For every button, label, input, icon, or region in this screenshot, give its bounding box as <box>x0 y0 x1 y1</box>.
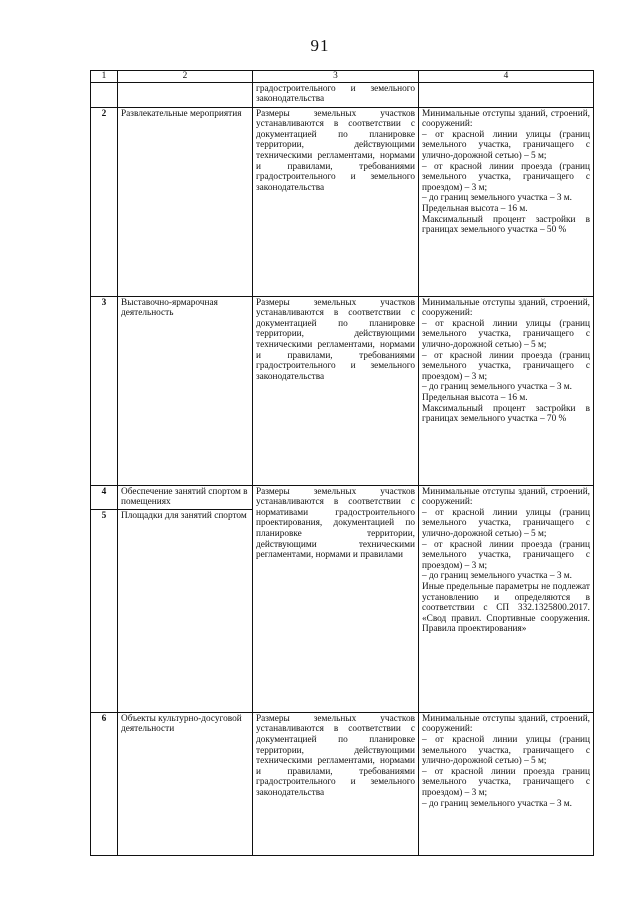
use-name: Площадки для занятий спортом <box>118 509 253 712</box>
use-name: Выставочно-ярмарочная деятельность <box>118 296 253 485</box>
table-row-continuation <box>91 82 594 107</box>
use-name: Обеспечение занятий спортом в помещениях <box>118 485 253 509</box>
use-name: Объекты культурно-досуговой деятельности <box>118 712 253 855</box>
param-line: – до границ земельного участка – 3 м. <box>422 571 572 582</box>
land-use-table <box>90 70 594 856</box>
param-line: Иные предельные параметры не подлежат установлению и определяются в соответствии с СП 332.1325800.2017. «Свод правил. Спортивные сооружения. Правила проектирования» <box>422 581 590 635</box>
parameters-cell <box>419 712 594 855</box>
plot-size-text: Размеры земельных участков устанавливаются в соответствии с документацией по планировке территории, действующими техническими регламентами, нормами и правилами, требованиями градостроительного и земельного законодательства <box>253 296 419 485</box>
param-line: Предельная высота – 16 м. <box>422 392 528 403</box>
row-number: 3 <box>91 296 118 485</box>
table-row <box>91 107 594 296</box>
row-number: 4 <box>91 485 118 509</box>
param-line: – от красной линии улицы (границ земельного участка, граничащего с улично-дорожной сетью) – 5 м; <box>422 318 590 350</box>
parameters-cell <box>419 296 594 485</box>
table-row <box>91 296 594 485</box>
param-line: Минимальные отступы зданий, строений, сооружений: <box>422 108 590 130</box>
plot-size-text: Размеры земельных участков устанавливаются в соответствии с документацией по планировке территории, действующими техническими регламентами, нормами и правилами, требованиями градостроительного и земельного законодательства <box>253 712 419 855</box>
param-line: Максимальный процент застройки в границах земельного участка – 70 % <box>422 403 590 425</box>
row-number: 5 <box>91 509 118 712</box>
param-line: – от красной линии улицы (границ земельного участка, граничащего с улично-дорожной сетью) – 5 м; <box>422 129 590 161</box>
param-line: – от красной линии проезда (границ земельного участка, граничащего с проездом) – 3 м; <box>422 539 590 571</box>
page-number: 91 <box>310 36 330 55</box>
param-line: – до границ земельного участка – 3 м. <box>422 193 572 204</box>
param-line: – от красной линии проезда (границ земельного участка, граничащего с проездом) – 3 м; <box>422 350 590 382</box>
param-line: Минимальные отступы зданий, строений, сооружений: <box>422 297 590 319</box>
param-line: – от красной линии улицы (границ земельного участка, граничащего с улично-дорожной сетью) – 5 м; <box>422 507 590 539</box>
row-number: 6 <box>91 712 118 855</box>
param-line: – от красной линии проезда границ земельного участка, граничащего с проездом) – 3 м; <box>422 766 590 798</box>
header-cell-1: 1 <box>91 71 118 83</box>
use-name: Развлекательные мероприятия <box>118 107 253 296</box>
table-row <box>91 712 594 855</box>
param-line: Минимальные отступы зданий, строений, сооружений: <box>422 486 590 508</box>
header-cell-2: 2 <box>118 71 253 83</box>
param-line: – от красной линии улицы (границ земельного участка, граничащего с улично-дорожной сетью) – 5 м; <box>422 734 590 767</box>
param-line: Минимальные отступы зданий, строений, сооружений: <box>422 713 590 735</box>
param-line: Максимальный процент застройки в границах земельного участка – 50 % <box>422 214 590 236</box>
parameters-cell <box>419 485 594 712</box>
table-row <box>91 485 594 509</box>
parameters-cell <box>419 107 594 296</box>
plot-size-text: Размеры земельных участков устанавливаются в соответствии с нормативами градостроительного проектирования, документацией по планировке территории, действующими техническими регламентами, нормами и правилами <box>253 485 419 712</box>
header-cell-3: 3 <box>253 71 419 83</box>
param-line: – до границ земельного участка – 3 м. <box>422 382 572 393</box>
row-number: 2 <box>91 107 118 296</box>
table-header-row <box>91 71 594 83</box>
continuation-text: градостроительного и земельного законодательства <box>253 82 419 107</box>
param-line: – до границ земельного участка – 3 м. <box>422 798 572 809</box>
param-line: Предельная высота – 16 м. <box>422 203 528 214</box>
plot-size-text: Размеры земельных участков устанавливаются в соответствии с документацией по планировке территории, действующими техническими регламентами, нормами и правилами, требованиями градостроительного и земельного законодательства <box>253 107 419 296</box>
param-line: – от красной линии проезда (границ земельного участка, граничащего с проездом) – 3 м; <box>422 161 590 193</box>
header-cell-4: 4 <box>419 71 594 83</box>
